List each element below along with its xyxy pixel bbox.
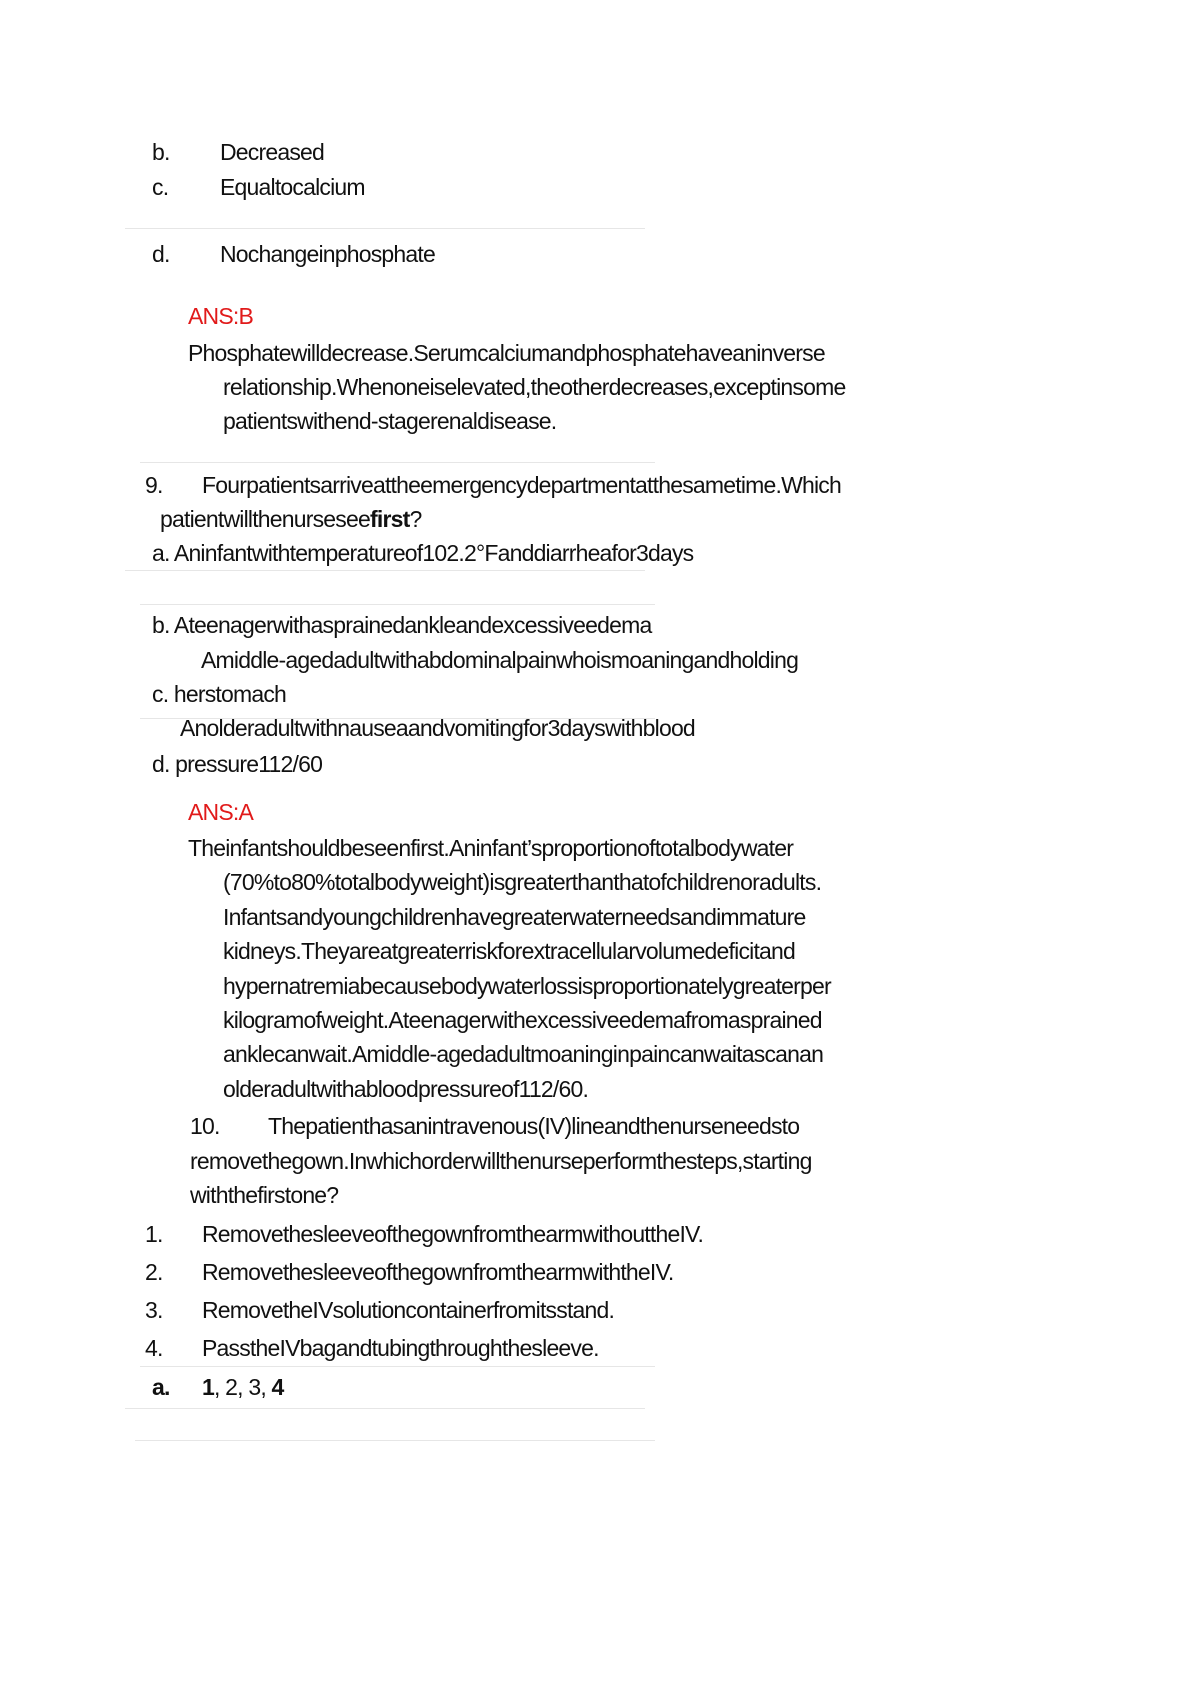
q9-option-b: b. Ateenagerwithasprainedankleandexcessiveedema — [152, 612, 652, 638]
divider — [125, 1408, 645, 1409]
q9-stem-line — [160, 505, 421, 533]
q9-answer: ANS:A — [188, 799, 254, 825]
divider — [135, 1440, 655, 1441]
q10-step-text: RemovetheIVsolutioncontainerfromitsstand. — [202, 1297, 615, 1323]
q9-rationale-line: Theinfantshouldbeseenfirst.Aninfant’sproportionoftotalbodywater — [188, 835, 794, 861]
q10-step-number: 2. — [145, 1259, 163, 1285]
q9-rationale-line: olderadultwithabloodpressureof112/60. — [223, 1076, 589, 1102]
q10-option-a-part: , 2, 3, — [214, 1374, 272, 1400]
q8-rationale-line: relationship.Whenoneiselevated,theotherdecreases,exceptinsome — [223, 374, 846, 400]
divider — [140, 604, 655, 605]
q10-number: 10. — [190, 1113, 220, 1139]
q8-option-c-letter: c. — [152, 174, 169, 200]
q9-option-c-line: c. herstomach — [152, 681, 287, 707]
q8-option-d-letter: d. — [152, 241, 170, 267]
q9-rationale-line: hypernatremiabecausebodywaterlossisproportionatelygreaterper — [223, 973, 831, 999]
q8-rationale-line: patientswithend-stagerenaldisease. — [223, 408, 557, 434]
q10-option-a-letter: a. — [152, 1374, 170, 1400]
q9-rationale-line: (70%to80%totalbodyweight)isgreaterthanthatofchildrenoradults. — [223, 869, 822, 895]
q9-rationale-line: Infantsandyoungchildrenhavegreaterwaterneedsandimmature — [223, 904, 806, 930]
divider — [125, 228, 645, 229]
q8-rationale-line: Phosphatewilldecrease.Serumcalciumandphosphatehaveaninverse — [188, 340, 825, 366]
q9-number: 9. — [145, 472, 163, 498]
q10-option-a-part: 4 — [271, 1374, 284, 1400]
divider — [125, 570, 645, 571]
q9-option-c-line: Amiddle-agedadultwithabdominalpainwhoismoaningandholding — [201, 647, 799, 673]
q10-option-a-part: 1 — [202, 1374, 214, 1400]
q9-rationale-line: anklecanwait.Amiddle-agedadultmoaninginpaincanwaitascanan — [223, 1041, 824, 1067]
q8-option-c-text: Equaltocalcium — [220, 174, 365, 200]
divider — [140, 462, 655, 463]
q8-option-d-text: Nochangeinphosphate — [220, 241, 435, 267]
q8-answer: ANS:B — [188, 303, 254, 329]
q10-step-number: 3. — [145, 1297, 163, 1323]
q9-stem-text: patientwillthenursesee — [160, 506, 370, 532]
q9-option-d-line: d. pressure112/60 — [152, 751, 323, 777]
q9-rationale-line: kilogramofweight.Ateenagerwithexcessiveedemafromasprained — [223, 1007, 822, 1033]
q10-step-text: RemovethesleeveofthegownfromthearmwiththeIV. — [202, 1259, 674, 1285]
q10-stem-line: Thepatienthasanintravenous(IV)lineandthenurseneedsto — [268, 1113, 800, 1139]
q10-stem-line: removethegown.Inwhichorderwillthenurseperformthesteps,starting — [190, 1148, 812, 1174]
q10-stem-line: withthefirstone? — [190, 1182, 339, 1208]
q9-option-a: a. Aninfantwithtemperatureof102.2°Fanddiarrheafor3days — [152, 540, 694, 566]
q10-option-a-text — [202, 1373, 284, 1401]
q9-option-d-line: Anolderadultwithnauseaandvomitingfor3dayswithblood — [180, 715, 695, 741]
q10-step-text: RemovethesleeveofthegownfromthearmwithouttheIV. — [202, 1221, 704, 1247]
q9-stem-text: ? — [409, 506, 422, 532]
q8-option-b-text: Decreased — [220, 139, 325, 165]
q10-step-text: PasstheIVbagandtubingthroughthesleeve. — [202, 1335, 599, 1361]
divider — [140, 1366, 655, 1367]
q10-step-number: 4. — [145, 1335, 163, 1361]
q9-stem-line: Fourpatientsarriveattheemergencydepartmentatthesametime.Which — [202, 472, 841, 498]
q8-option-b-letter: b. — [152, 139, 170, 165]
q10-step-number: 1. — [145, 1221, 163, 1247]
q9-rationale-line: kidneys.Theyareatgreaterriskforextracellularvolumedeficitand — [223, 938, 796, 964]
q9-stem-emphasis: first — [370, 506, 410, 532]
